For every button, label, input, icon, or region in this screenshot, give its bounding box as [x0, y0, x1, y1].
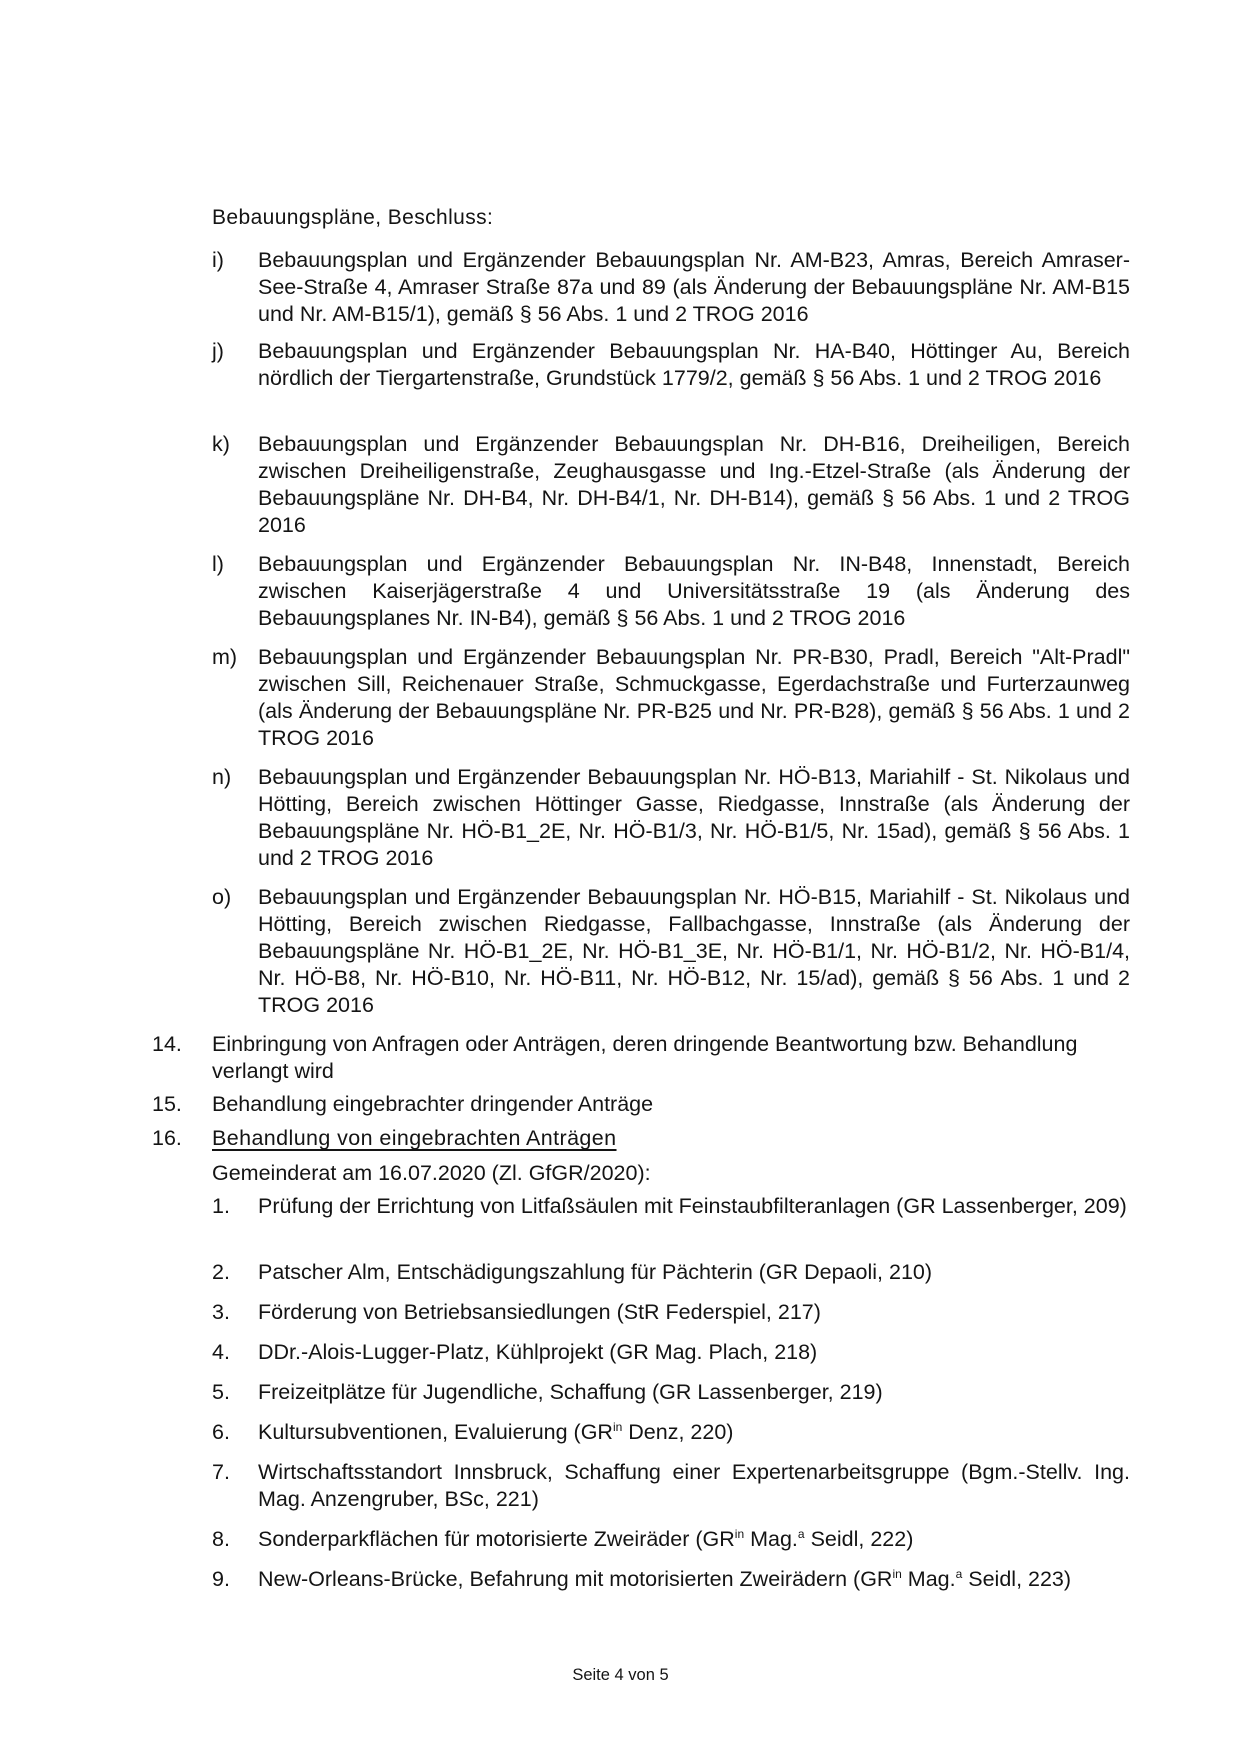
- item-number: 7.: [212, 1460, 230, 1484]
- item-number: 14.: [152, 1032, 182, 1056]
- item-label: l): [212, 552, 224, 576]
- item-number: 3.: [212, 1300, 230, 1324]
- item-text: Bebauungsplan und Ergänzender Bebauungsplan Nr. HA-B40, Höttinger Au, Bereich nördlich der Tiergartenstraße, Grundstück 1779/2, gemäß § 56 Abs. 1 und 2 TROG 2016: [258, 339, 1130, 390]
- item-number: 15.: [152, 1092, 182, 1116]
- item-text: DDr.-Alois-Lugger-Platz, Kühlprojekt (GR Mag. Plach, 218): [258, 1340, 818, 1364]
- item-number: 1.: [212, 1194, 230, 1218]
- item-label: m): [212, 645, 238, 669]
- item-text: New-Orleans-Brücke, Befahrung mit motorisierten Zweirädern ($GR^{in}$ Mag.$^a$ Seidl, 223): [258, 1567, 1072, 1591]
- item-text: Bebauungsplan und Ergänzender Bebauungsplan Nr. AM-B23, Amras, Bereich Amraser-See-Straße 4, Amraser Straße 87a und 89 (als Änderung der Bebauungspläne Nr. AM-B15 und Nr. AM-B15/1), gemäß § 56 Abs. 1 und 2 TROG 2016: [258, 248, 1130, 326]
- item-text: Behandlung von eingebrachten Anträgen: [212, 1126, 617, 1150]
- item-number: 8.: [212, 1527, 230, 1551]
- item-label: i): [212, 248, 224, 272]
- item-number: 6.: [212, 1420, 230, 1444]
- item-text: Kultursubventionen, Evaluierung ($GR^{in}$ Denz, 220): [258, 1420, 734, 1444]
- item-text: Prüfung der Errichtung von Litfaßsäulen mit Feinstaubfilteranlagen (GR Lassenberger, 209): [258, 1194, 1127, 1218]
- item-text: Sonderparkflächen für motorisierte Zweiräder ($GR^{in}$ Mag.$^a$ Seidl, 222): [258, 1527, 914, 1551]
- item-text: Förderung von Betriebsansiedlungen (StR Federspiel, 217): [258, 1300, 821, 1324]
- item-text: Bebauungsplan und Ergänzender Bebauungsplan Nr. PR-B30, Pradl, Bereich "Alt-Pradl" zwischen Sill, Reichenauer Straße, Schmuckgasse, Egerdachstraße und Furterzaunweg (als Änderung der Bebauungspläne Nr. PR-B25 und Nr. PR-B28), gemäß § 56 Abs. 1 und 2 TROG 2016: [258, 645, 1130, 750]
- item-text: Bebauungsplan und Ergänzender Bebauungsplan Nr. DH-B16, Dreiheiligen, Bereich zwischen Dreiheiligenstraße, Zeughausgasse und Ing.-Etzel-Straße (als Änderung der Bebauungspläne Nr. DH-B4, Nr. DH-B4/1, Nr. DH-B14), gemäß § 56 Abs. 1 und 2 TROG 2016: [258, 432, 1130, 537]
- item-text: Bebauungsplan und Ergänzender Bebauungsplan Nr. HÖ-B13, Mariahilf - St. Nikolaus und Hötting, Bereich zwischen Höttinger Gasse, Riedgasse, Innstraße (als Änderung der Bebauungspläne Nr. HÖ-B1_2E, Nr. HÖ-B1/3, Nr. HÖ-B1/5, Nr. 15ad), gemäß § 56 Abs. 1 und 2 TROG 2016: [258, 765, 1130, 870]
- item-text: Bebauungsplan und Ergänzender Bebauungsplan Nr. IN-B48, Innenstadt, Bereich zwischen Kaiserjägerstraße 4 und Universitätsstraße 19 (als Änderung des Bebauungsplanes Nr. IN-B4), gemäß § 56 Abs. 1 und 2 TROG 2016: [258, 552, 1130, 630]
- item-number: 16.: [152, 1126, 182, 1150]
- item-label: k): [212, 432, 230, 456]
- section-heading: Bebauungspläne, Beschluss:: [212, 206, 494, 229]
- item-text: Freizeitplätze für Jugendliche, Schaffung (GR Lassenberger, 219): [258, 1380, 883, 1404]
- item-number: 2.: [212, 1260, 230, 1284]
- item-label: n): [212, 765, 232, 789]
- item-text: Einbringung von Anfragen oder Anträgen, deren dringende Beantwortung bzw. Behandlung verlangt wird: [212, 1032, 1078, 1083]
- item-text: Behandlung eingebrachter dringender Anträge: [212, 1092, 654, 1116]
- item-text: Wirtschaftsstandort Innsbruck, Schaffung einer Expertenarbeitsgruppe (Bgm.-Stellv. Ing. Mag. Anzengruber, BSc, 221): [258, 1460, 1130, 1511]
- item-text: Bebauungsplan und Ergänzender Bebauungsplan Nr. HÖ-B15, Mariahilf - St. Nikolaus und Hötting, Bereich zwischen Riedgasse, Fallbachgasse, Innstraße (als Änderung der Bebauungspläne Nr. HÖ-B1_2E, Nr. HÖ-B1_3E, Nr. HÖ-B1/1, Nr. HÖ-B1/2, Nr. HÖ-B1/4, Nr. HÖ-B8, Nr. HÖ-B10, Nr. HÖ-B11, Nr. HÖ-B12, Nr. 15/ad), gemäß § 56 Abs. 1 und 2 TROG 2016: [258, 885, 1130, 1017]
- item-text: Patscher Alm, Entschädigungszahlung für Pächterin (GR Depaoli, 210): [258, 1260, 933, 1284]
- session-line: Gemeinderat am 16.07.2020 (Zl. GfGR/2020):: [212, 1161, 651, 1185]
- item-number: 5.: [212, 1380, 230, 1404]
- page-footer: Seite 4 von 5: [572, 1666, 669, 1684]
- item-number: 4.: [212, 1340, 230, 1364]
- item-label: o): [212, 885, 232, 909]
- item-number: 9.: [212, 1567, 230, 1591]
- item-label: j): [212, 339, 224, 363]
